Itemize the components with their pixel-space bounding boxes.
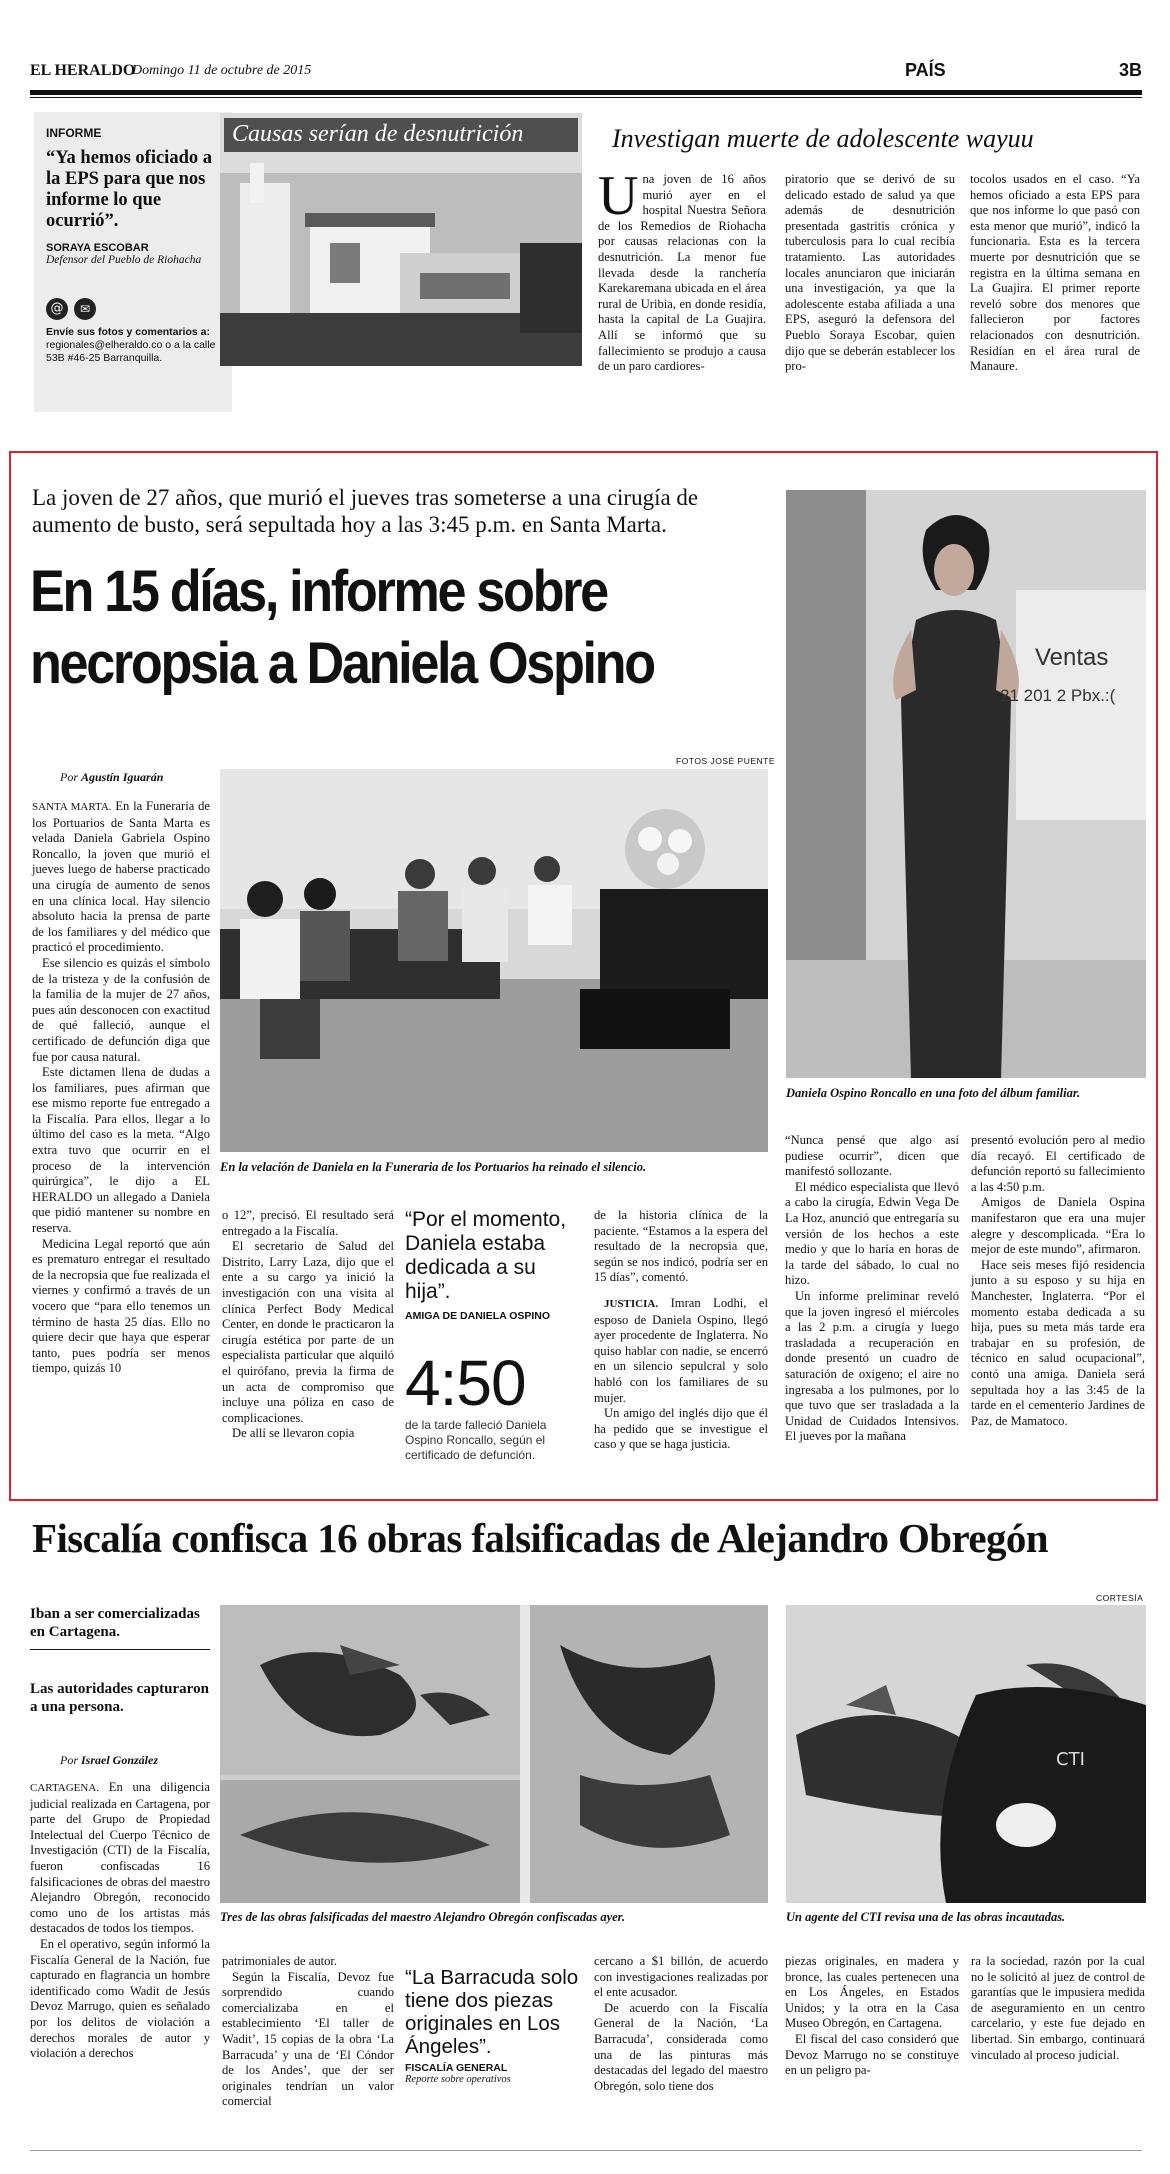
obregon-photo-credit: CORTESÍA <box>1096 1593 1144 1603</box>
contact-bold: Envíe sus fotos y comentarios a: <box>46 326 210 338</box>
informe-box <box>34 112 232 412</box>
wayuu-dropcap: U <box>598 165 639 227</box>
wayuu-photo-banner <box>224 118 578 152</box>
ospino-dateline: SANTA MARTA. <box>32 801 112 813</box>
ospino-deck: La joven de 27 años, que murió el jueves tras someterse a una cirugía de aumento de busto, será sepultada hoy a las 3:45 p.m. en Santa Marta. <box>32 485 699 537</box>
ospino-col-2-p3: De allí se llevaron copia <box>232 1426 355 1441</box>
obregon-caption-2: Un agente del CTI revisa una de las obras incautadas. <box>786 1910 1066 1924</box>
obregon-byline <box>60 1753 158 1768</box>
page-number: 3B <box>1118 60 1142 80</box>
wayuu-col-3 <box>970 172 1140 375</box>
wake-caption: En la velación de Daniela en la Funeraria de los Portuarios ha reinado el silencio. <box>220 1160 647 1174</box>
wayuu-headline: Investigan muerte de adolescente wayuu <box>612 124 1034 153</box>
ospino-col-5-p2: Amigos de Daniela Ospina manifestaron que era una mujer alegre y descomplicada. “Era lo mejor de este mundo”, afirmaron. <box>971 1195 1145 1257</box>
obregon-col-1-p2: En el operativo, según informó la Fiscalía General de la Nación, fue capturado en flagrancia un hombre identificado como Wadit de Jesús Devoz Marrugo, quien es señalado por los delitos de violación a derechos morales de autor y violación a derechos <box>30 1936 210 2061</box>
ospino-col-3-p2 <box>594 1296 768 1406</box>
ospino-col-3-kicker: JUSTICIA. <box>604 1297 659 1310</box>
ospino-col-1-p2: Ese silencio es quizás el símbolo de la tristeza y de la confusión de la familia de la mujer de 27 años, pues aún desconocen con exactitud de qué falleció, aunque el certificado de defunción diga que fue por causa natural. <box>32 955 210 1064</box>
mail-icon[interactable]: ✉ <box>74 298 96 320</box>
obregon-pullquote: “La Barracuda solo tiene dos piezas originales en Los Ángeles”. <box>405 1966 579 2058</box>
obregon-col-1-p1-text: En una diligencia judicial realizada en Cartagena, por parte del Grupo de Propiedad Intelectual del Cuerpo Técnico de Investigación (CTI) de la Fiscalía, fueron confiscadas 16 falsificaciones de obras del maestro Alejandro Obregón, reconocido como uno de los artistas más destacados de todos los tiempos. <box>30 1780 210 1936</box>
contact-text <box>46 326 220 365</box>
wayuu-col-1-text: na joven de 16 años murió ayer en el hospital Nuestra Señora de los Remedios de Riohacha por causas relacionas con la desnutrición. La menor fue llevada desde la ranchería Karekaremana ubicada en el área rural de Uribia, en donde residía, hasta la capital de La Guajira. Allí se informó que su fallecimiento se produjo a causa de un paro cardiores- <box>598 172 766 374</box>
portrait-caption: Daniela Ospino Roncallo en una foto del álbum familiar. <box>786 1086 1081 1100</box>
at-icon[interactable]: @ <box>46 298 68 320</box>
quote-author: SORAYA ESCOBAR <box>46 242 149 254</box>
ospino-pullquote: “Por el momento, Daniela estaba dedicada a su hija”. <box>405 1208 567 1303</box>
obregon-col-3-p2: De acuerdo con la Fiscalía General de la Nación, ‘La Barracuda’, considerada como una de las pinturas más destacadas del legado del maestro Obregón, solo tiene dos <box>594 2000 768 2093</box>
ospino-pullquote-source: AMIGA DE DANIELA OSPINO <box>405 1310 551 1322</box>
svg-text:CTI: CTI <box>1056 1749 1085 1770</box>
ospino-headline-line-1: En 15 días, informe sobre <box>30 559 607 624</box>
obregon-col-5-p1: ra la sociedad, razón por la cual no le solicitó al juez de control de garantías que le impusiera medida de aseguramiento en un centro carcelario, y este fue dejado en libertad. Sin embargo, continuará vinculado al proceso judicial. <box>971 1954 1145 2062</box>
obregon-col-3 <box>594 1954 768 2094</box>
ospino-col-1-p1-text: En la Funeraria de los Portuarios de Santa Marta es velada Daniela Gabriela Ospino Roncallo, la joven que murió el jueves luego de haberse practicado una cirugía de aumento de senos en una clínica local. Hay silencio absoluto hacia la prensa de parte de los familiares y del médico que practicó el procedimiento. <box>32 799 210 955</box>
ospino-big-time-caption: de la tarde falleció Daniela Ospino Roncallo, según el certificado de defunción. <box>405 1418 547 1462</box>
quote-author-role: Defensor del Pueblo de Riohacha <box>46 254 202 266</box>
ospino-col-5-p1: presentó evolución pero al medio día recayó. El certificado de defunción reportó su fallecimiento a las 4:50 p.m. <box>971 1133 1145 1194</box>
wall-sign-text-3: 2 Pbx.:( <box>1056 686 1116 705</box>
ospino-col-3-p3: Un amigo del inglés dijo que él ha pedido que se investigue el caso y que se haga justicia. <box>594 1406 768 1452</box>
ospino-headline <box>30 556 790 700</box>
obregon-bullet-2: Las autoridades capturaron a una persona. <box>30 1681 209 1715</box>
wall-sign-text: Ventas <box>1035 644 1109 671</box>
wayuu-col-3-text: tocolos usados en el caso. “Ya hemos oficiado a esta EPS para que nos informe lo que pasó con esta menor que murió”, indicó la funcionaria. Esta es la tercera muerte por desnutrición que se registra en la última semana en La Guajira. El primer reporte reveló sobre dos menores que fallecieron por factores relacionados con desnutrición. Residían en el área rural de Manaure. <box>970 172 1140 374</box>
ospino-pullquote-block <box>405 1208 583 1463</box>
cti-agent-photo <box>786 1605 1146 1903</box>
bottom-rule <box>30 2150 1142 2151</box>
ospino-col-3 <box>594 1208 768 1453</box>
ospino-headline-line-2: necropsia a Daniela Ospino <box>30 631 654 696</box>
obregon-col-3-p1: cercano a $1 billón, de acuerdo con investigaciones realizadas por el ente acusador. <box>594 1954 768 2000</box>
ospino-col-4 <box>785 1133 959 1445</box>
wayuu-col-1 <box>598 165 766 375</box>
ospino-col-1-p3: Este dictamen llena de dudas a los familiares, pues afirman que ese mismo reporte fue entregado a la Fiscalía. Para ellos, llegar a lo último del caso es la meta. “Algo extra tuvo que ocurrir en el proceso de la intervención quirúrgica”, le dijo a EL HERALDO un allegado a Daniela que pidió mantener su nombre en reserva. <box>32 1065 210 1236</box>
ospino-col-3-p2-text: Imran Lodhi, el esposo de Daniela Ospino, llegó ayer procedente de Inglaterra. No quiso hablar con nadie, se encerró en un silencio sepulcral y solo habló con los familiares de su mujer. <box>594 1295 768 1405</box>
ospino-col-1-p4: Medicina Legal reportó que aún es prematuro entregar el resultado de la necropsia que fue realizada el viernes y confirmó a través de un vocero que “para ello tenemos un término de hasta 25 días. Ello no quiere decir que haya que esperar tanto, pues podría ser menos tiempo, quizás 10 <box>32 1236 210 1376</box>
contact-icons <box>46 298 220 320</box>
obregon-headline: Fiscalía confisca 16 obras falsificadas de Alejandro Obregón <box>32 1515 1048 1561</box>
obregon-col-2-p1: patrimoniales de autor. <box>222 1954 338 1968</box>
issue-date: Domingo 11 de octubre de 2015 <box>132 63 312 78</box>
contact-address[interactable]: regionales@elheraldo.co o a la calle 53B #46-25 Barranquilla. <box>46 339 216 364</box>
obregon-pullquote-block <box>405 1966 585 2085</box>
obregon-col-2 <box>222 1954 394 2110</box>
obregon-bullet-1: Iban a ser comercializadas en Cartagena. <box>30 1605 210 1650</box>
portrait-wall-sign-2 <box>1000 686 1140 706</box>
wayuu-banner-text: Causas serían de desnutrición <box>232 121 524 147</box>
obregon-caption-1: Tres de las obras falsificadas del maestro Alejandro Obregón confiscadas ayer. <box>220 1910 625 1924</box>
ospino-col-5 <box>971 1133 1145 1429</box>
obregon-paintings-photo <box>220 1605 768 1903</box>
ospino-col-5-p3: Hace seis meses fijó residencia junto a su esposo y su hija en Manchester, Inglaterra. “Por el momento estaba dedicada a su hija, pues su meta más tarde era trabajar en su profesión, de técnico en salud ocupacional”, contó una amiga. Daniela será sepultada hoy a las 3:45 de la tarde en el cementerio Jardines de Paz, de Mamatoco. <box>971 1257 1145 1428</box>
masthead-rule <box>30 90 1142 95</box>
ospino-col-2 <box>222 1208 394 1442</box>
ospino-photo-credit: FOTOS JOSÉ PUENTE <box>676 756 776 766</box>
ospino-col-1-p1 <box>32 799 210 956</box>
informe-kicker: INFORME <box>46 126 102 140</box>
ospino-big-time: 4:50 <box>405 1347 526 1419</box>
masthead <box>30 58 1142 88</box>
ospino-byline <box>60 770 163 785</box>
ospino-col-4-p2: El médico especialista que llevó a cabo la cirugía, Edwin Vega De La Hoz, anunció que entregaría su versión de los hechos a este medio y que lo haría en horas de la tarde del sábado, lo cual no hizo. <box>785 1179 959 1288</box>
portrait-photo <box>786 490 1146 1078</box>
ospino-col-4-p3: Un informe preliminar reveló que la joven ingresó el miércoles a las 2 p.m. a cirugía y luego trasladada a recuperación en donde presentó un cuadro de saturación de oxigeno; el aire no ingresaba a los pulmones, por lo que tuvo que ser trasladada a la Unidad de Cuidados Intensivos. El jueves por la mañana <box>785 1288 959 1444</box>
ospino-col-1 <box>32 799 210 1377</box>
portrait-wall-sign <box>1035 644 1135 672</box>
byline-author: Agustín Iguarán <box>81 770 164 784</box>
ospino-col-3-p1: de la historia clínica de la paciente. “Estamos a la espera del resultado de la necropsia que, según se nos indicó, podría ser en 15 días”, comentó. <box>594 1208 768 1285</box>
wall-sign-text-2: 21 201 <box>1000 686 1052 705</box>
wake-photo <box>220 769 768 1152</box>
section-name: PAÍS <box>905 60 946 80</box>
obregon-col-4 <box>785 1954 959 2079</box>
informe-quote: “Ya hemos oficiado a la EPS para que nos informe lo que ocurrió”. <box>46 148 212 231</box>
obregon-col-4-p1: piezas originales, en madera y bronce, las cuales pertenecen una en Los Ángeles, en Estados Unidos; y la otra en la Casa Museo Obregón, en Cartagena. <box>785 1954 959 2031</box>
wayuu-col-2 <box>785 172 955 375</box>
obregon-pullquote-source: FISCALÍA GENERAL <box>405 2062 508 2074</box>
obregon-pullquote-role: Reporte sobre operativos <box>405 2074 511 2085</box>
ospino-col-2-p1: o 12”, precisó. El resultado será entregado a la Fiscalía. <box>222 1208 394 1238</box>
obregon-col-1 <box>30 1780 210 2062</box>
ospino-col-2-p2: El secretario de Salud del Distrito, Larry Laza, dijo que el ente a su cargo ya inició la investigación con una visita al clínica Perfect Body Medical Center, en donde le practicaron la cirugía estética por parte de un especialista particular que alquiló el quirófano, previa la firma de un acta de compromiso que incluye una póliza en caso de complicaciones. <box>222 1239 394 1425</box>
byline-por: Por <box>60 770 78 784</box>
obregon-byline-author: Israel González <box>81 1753 159 1767</box>
obregon-col-4-p2: El fiscal del caso consideró que Devoz Marrugo no se constituye en un peligro pa- <box>785 2031 959 2078</box>
obregon-dateline: CARTAGENA. <box>30 1782 100 1794</box>
wayuu-col-2-text: piratorio que se derivó de su delicado estado de salud ya que además de desnutrición presentada gastritis crónica y tuberculosis para lo cual recibía tratamiento. Las autoridades locales anunciaron que iniciarán una investigación, ya que la adolescente estaba afiliada a una EPS, aseguró la defensora del Pueblo Soraya Escobar, quien dijo que se deberán establecer los pro- <box>785 172 955 374</box>
masthead-rule-thin <box>30 97 1142 98</box>
obregon-col-5 <box>971 1954 1145 2063</box>
paper-name: EL HERALDO <box>30 62 136 79</box>
obregon-col-1-p1 <box>30 1780 210 1937</box>
obregon-col-2-p2: Según la Fiscalía, Devoz fue sorprendido cuando comercializaba en el establecimiento ‘El taller de Wadit’, 15 copias de la obra ‘La Barracuda’ y una de ‘El Cóndor de los Andes’, que der ser originales tendrían un valor comercial <box>222 1969 394 2109</box>
obregon-byline-por: Por <box>60 1753 78 1767</box>
ospino-col-4-p1: “Nunca pensé que algo así pudiese ocurrir”, dicen que manifestó sollozante. <box>785 1133 959 1179</box>
